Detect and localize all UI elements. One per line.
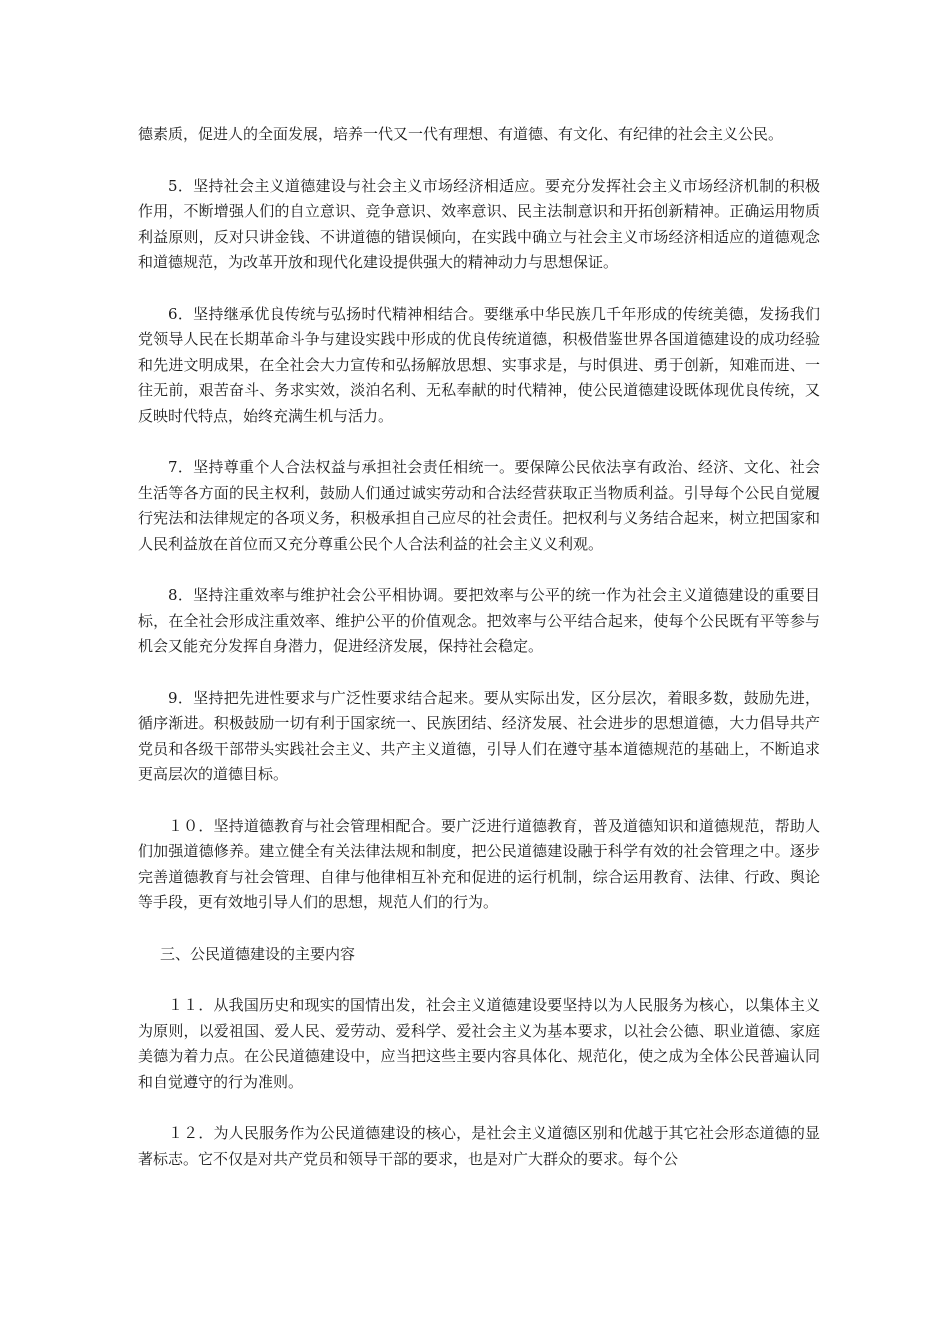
paragraph-8: 8．坚持注重效率与维护社会公平相协调。要把效率与公平的统一作为社会主义道德建设的重要目标，在全社会形成注重效率、维护公平的价值观念。把效率与公平结合起来，使每个公民既有平等参与机会又能充分发挥自身潜力，促进经济发展，保持社会稳定。 xyxy=(138,586,820,655)
paragraph-6: 6．坚持继承优良传统与弘扬时代精神相结合。要继承中华民族几千年形成的传统美德，发扬我们党领导人民在长期革命斗争与建设实践中形成的优良传统道德，积极借鉴世界各国道德建设的成功经验和先进文明成果，在全社会大力宣传和弘扬解放思想、实事求是，与时俱进、勇于创新，知难而进、一往无前，艰苦奋斗、务求实效，淡泊名利、无私奉献的时代精神，使公民道德建设既体现优良传统，又反映时代特点，始终充满生机与活力。 xyxy=(138,304,820,425)
section-heading-3: 三、公民道德建设的主要内容 xyxy=(160,944,356,963)
paragraph-5: 5．坚持社会主义道德建设与社会主义市场经济相适应。要充分发挥社会主义市场经济机制的积极作用，不断增强人们的自立意识、竞争意识、效率意识、民主法制意识和开拓创新精神。正确运用物质利益原则，反对只讲金钱、不讲道德的错误倾向，在实践中确立与社会主义市场经济相适应的道德观念和道德规范，为改革开放和现代化建设提供强大的精神动力与思想保证。 xyxy=(138,176,820,271)
paragraph-10: １０．坚持道德教育与社会管理相配合。要广泛进行道德教育，普及道德知识和道德规范，帮助人们加强道德修养。建立健全有关法律法规和制度，把公民道德建设融于科学有效的社会管理之中。逐步完善道德教育与社会管理、自律与他律相互补充和促进的运行机制，综合运用教育、法律、行政、舆论等手段，更有效地引导人们的思想，规范人们的行为。 xyxy=(138,816,820,911)
paragraph-12: １２．为人民服务作为公民道德建设的核心，是社会主义道德区别和优越于其它社会形态道德的显著标志。它不仅是对共产党员和领导干部的要求，也是对广大群众的要求。每个公 xyxy=(138,1124,820,1168)
document-page xyxy=(138,122,820,1198)
paragraph-continuation: 德素质，促进人的全面发展，培养一代又一代有理想、有道德、有文化、有纪律的社会主义公民。 xyxy=(138,125,784,143)
paragraph-9: 9．坚持把先进性要求与广泛性要求结合起来。要从实际出发，区分层次，着眼多数，鼓励先进，循序渐进。积极鼓励一切有利于国家统一、民族团结、经济发展、社会进步的思想道德，大力倡导共产党员和各级干部带头实践社会主义、共产主义道德，引导人们在遵守基本道德规范的基础上，不断追求更高层次的道德目标。 xyxy=(138,688,820,783)
paragraph-7: 7．坚持尊重个人合法权益与承担社会责任相统一。要保障公民依法享有政治、经济、文化、社会生活等各方面的民主权利，鼓励人们通过诚实劳动和合法经营获取正当物质利益。引导每个公民自觉履行宪法和法律规定的各项义务，积极承担自己应尽的社会责任。把权利与义务结合起来，树立把国家和人民利益放在首位而又充分尊重公民个人合法利益的社会主义义利观。 xyxy=(138,458,820,553)
paragraph-11: １１．从我国历史和现实的国情出发，社会主义道德建设要坚持以为人民服务为核心，以集体主义为原则，以爱祖国、爱人民、爱劳动、爱科学、爱社会主义为基本要求，以社会公德、职业道德、家庭美德为着力点。在公民道德建设中，应当把这些主要内容具体化、规范化，使之成为全体公民普遍认同和自觉遵守的行为准则。 xyxy=(138,996,820,1091)
